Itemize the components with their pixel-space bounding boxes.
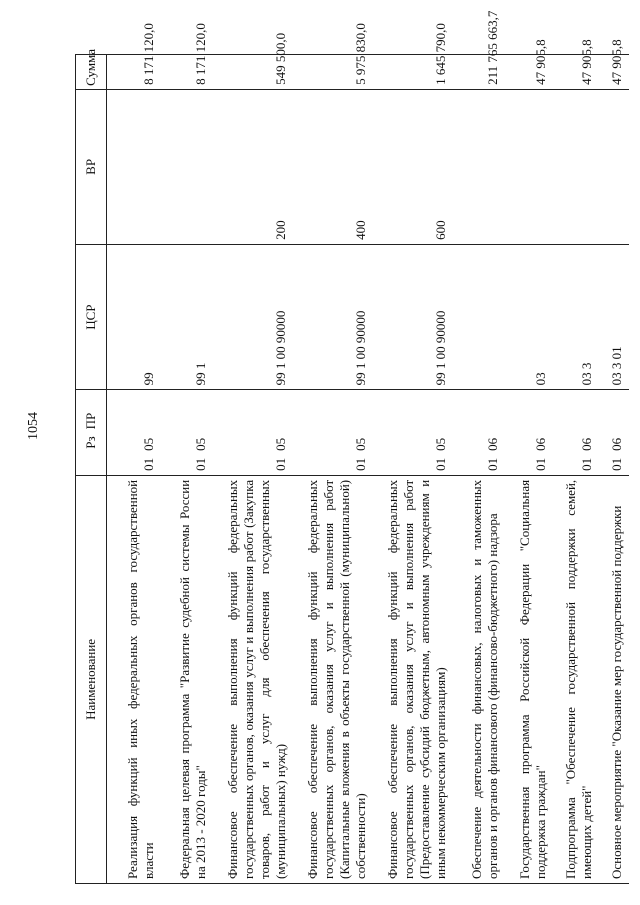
budget-table	[75, 10, 629, 884]
row-vr: 200	[213, 89, 293, 244]
header-csr: ЦСР	[76, 244, 107, 390]
row-name: Федеральная целевая программа "Развитие судебной системы России на 2013 - 2020 годы"	[161, 475, 213, 883]
row-sum: 211 765 663,7	[453, 55, 505, 90]
row-csr: 99 1 00 90000	[213, 244, 293, 390]
row-rz: 01	[609, 457, 625, 471]
row-sum: 549 500,0	[213, 55, 293, 90]
header-rz-pr	[76, 390, 107, 475]
row-pr: 05	[141, 437, 157, 451]
table-row	[107, 55, 161, 884]
row-rz: 01	[579, 457, 595, 471]
row-rz-pr	[599, 390, 629, 475]
row-rz: 01	[273, 457, 289, 471]
row-rz-pr	[373, 390, 453, 475]
row-rz: 01	[485, 457, 501, 471]
table-row	[553, 55, 599, 884]
header-vr: ВР	[76, 89, 107, 244]
header-sum: Сумма	[76, 55, 107, 90]
row-sum: 5 975 830,0	[293, 55, 373, 90]
header-rz: Рз	[82, 436, 98, 449]
row-csr: 03 3 01	[599, 244, 629, 390]
row-rz-pr	[553, 390, 599, 475]
row-pr: 05	[273, 437, 289, 451]
row-name: Финансовое обеспечение выполнения функций федеральных государственных органов, оказания услуг и выполнения работ (Предоставление субсидий бюджетным, автономным учреждениям и иным некоммерческим организациям)	[373, 475, 453, 883]
row-vr	[453, 89, 505, 244]
row-vr	[599, 89, 629, 244]
row-pr: 06	[485, 437, 501, 451]
row-name: Основное мероприятие "Оказание мер государственной поддержки	[599, 475, 629, 883]
row-sum: 47 905,8	[505, 55, 553, 90]
row-pr: 05	[193, 437, 209, 451]
row-rz: 01	[141, 457, 157, 471]
row-sum: 47 905,8	[599, 55, 629, 90]
header-pr: ПР	[82, 412, 98, 430]
row-pr: 05	[353, 437, 369, 451]
row-pr: 05	[433, 437, 449, 451]
row-csr: 99 1	[161, 244, 213, 390]
row-csr: 99 1 00 90000	[373, 244, 453, 390]
table-row	[373, 55, 453, 884]
row-vr	[161, 89, 213, 244]
row-csr: 03	[505, 244, 553, 390]
row-sum: 8 171 120,0	[107, 55, 161, 90]
row-rz-pr	[213, 390, 293, 475]
row-rz: 01	[533, 457, 549, 471]
table-row	[505, 55, 553, 884]
row-pr: 06	[609, 437, 625, 451]
row-name: Финансовое обеспечение выполнения функций федеральных государственных органов, оказания услуг и выполнения работ (Капитальные вложения в объекты государственной (муниципальной) собственности)	[293, 475, 373, 883]
row-vr	[107, 89, 161, 244]
table-row	[599, 55, 629, 884]
rotated-page-content	[75, 10, 625, 884]
row-rz: 01	[193, 457, 209, 471]
row-pr: 06	[579, 437, 595, 451]
row-vr: 400	[293, 89, 373, 244]
row-name: Реализация функций иных федеральных органов государственной власти	[107, 475, 161, 883]
row-rz: 01	[433, 457, 449, 471]
table-row	[293, 55, 373, 884]
row-name: Финансовое обеспечение выполнения функций федеральных государственных органов, оказания услуг и выполнения работ (Закупка товаров, работ и услуг для обеспечения государственных (муниципальных) нужд)	[213, 475, 293, 883]
row-pr: 06	[533, 437, 549, 451]
row-csr: 99	[107, 244, 161, 390]
header-name: Наименование	[76, 475, 107, 883]
row-rz-pr	[293, 390, 373, 475]
table-row	[161, 55, 213, 884]
row-rz: 01	[353, 457, 369, 471]
row-rz-pr	[107, 390, 161, 475]
row-sum: 8 171 120,0	[161, 55, 213, 90]
row-vr: 600	[373, 89, 453, 244]
row-rz-pr	[453, 390, 505, 475]
row-name: Обеспечение деятельности финансовых, налоговых и таможенных органов и органов финансового (финансово-бюджетного) надзора	[453, 475, 505, 883]
row-vr	[505, 89, 553, 244]
row-vr	[553, 89, 599, 244]
page-number: 1054	[26, 412, 41, 440]
table-row	[213, 55, 293, 884]
row-name: Государственная программа Российской Федерации "Социальная поддержка граждан"	[505, 475, 553, 883]
row-sum: 1 645 790,0	[373, 55, 453, 90]
row-csr	[453, 244, 505, 390]
row-csr: 03 3	[553, 244, 599, 390]
row-rz-pr	[161, 390, 213, 475]
row-sum: 47 905,8	[553, 55, 599, 90]
table-row	[453, 55, 505, 884]
row-name: Подпрограмма "Обеспечение государственной поддержки семей, имеющих детей"	[553, 475, 599, 883]
table-header-row	[76, 55, 107, 884]
row-rz-pr	[505, 390, 553, 475]
row-csr: 99 1 00 90000	[293, 244, 373, 390]
